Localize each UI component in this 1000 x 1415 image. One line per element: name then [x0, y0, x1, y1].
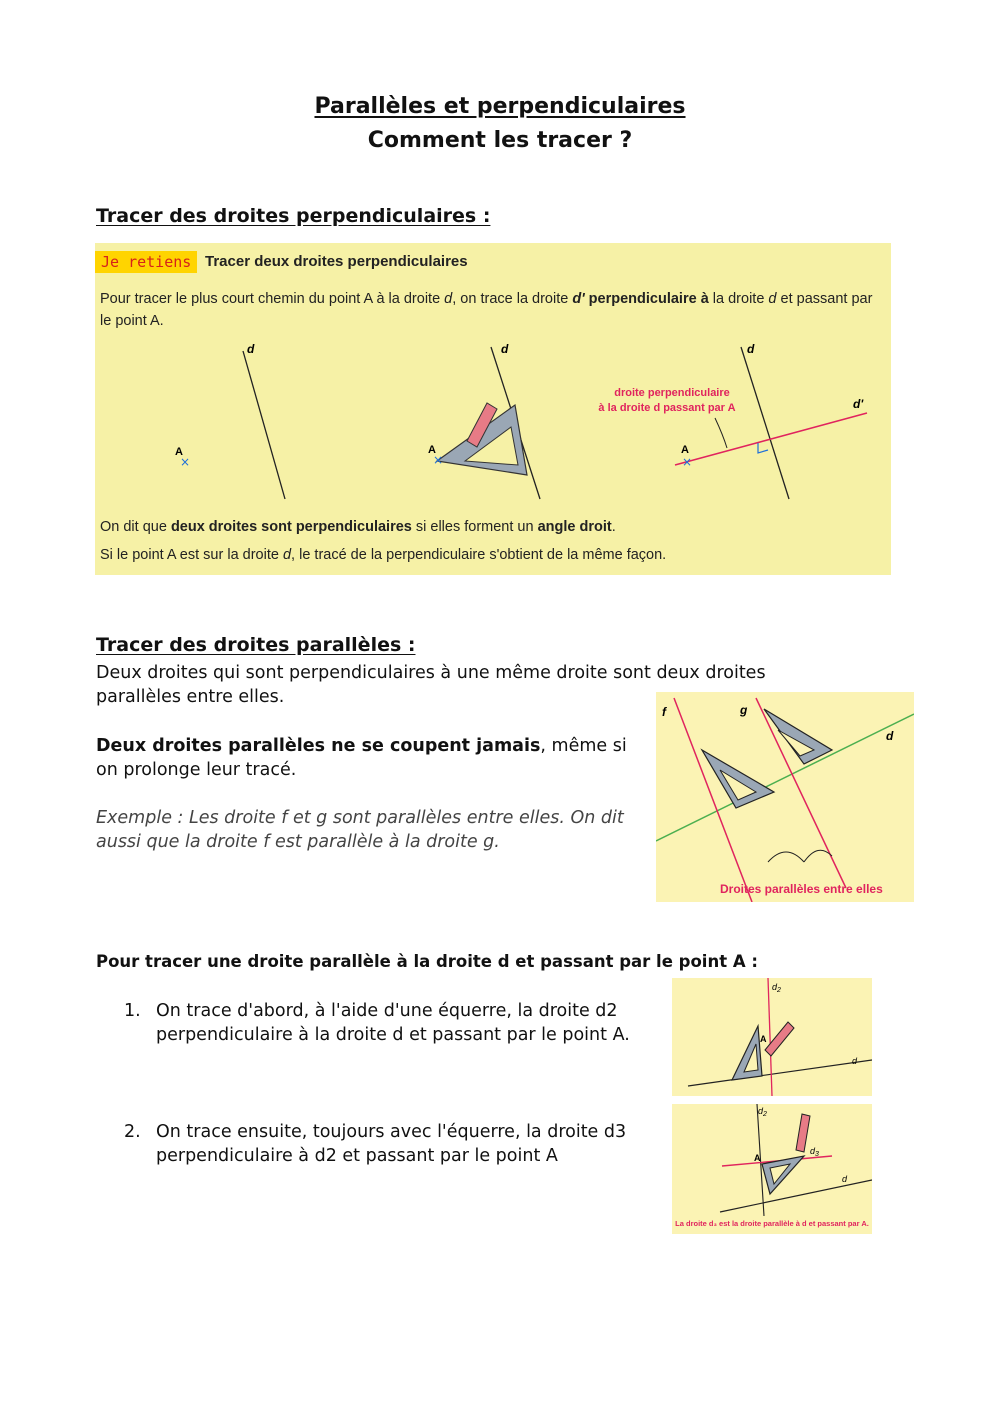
label-A-fig1: A	[175, 446, 183, 458]
box-intro: Pour tracer le plus court chemin du point A à la droite d, on trace la droite d' perpendiculaire à la droite d et passant par le point A.	[100, 291, 873, 329]
line-d	[720, 1180, 872, 1212]
arrow-right	[804, 850, 832, 862]
label-d-fig2: d	[501, 342, 509, 356]
je-retiens-box	[95, 243, 891, 575]
parallel-lines-figure	[656, 692, 914, 902]
step-1-text: On trace d'abord, à l'aide d'une équerre, la droite d2 perpendiculaire à la droite d et passant par le point A.	[156, 1001, 630, 1045]
annotation-arrow	[715, 418, 727, 448]
point-A-cross-fig3: ×	[682, 455, 693, 469]
line-d	[688, 1060, 872, 1086]
label-A: A	[760, 1034, 767, 1044]
pencil-icon	[796, 1114, 810, 1152]
page-title: Parallèles et perpendiculaires	[314, 94, 686, 119]
label-d2: $d_2$	[758, 1106, 767, 1118]
annotation-line2: à la droite d passant par A	[598, 402, 736, 414]
step-1-figure	[672, 978, 872, 1096]
arrow-left	[768, 852, 804, 862]
line-d-fig1	[243, 351, 285, 499]
label-A: A	[754, 1153, 761, 1163]
point-A-cross-fig1: ×	[180, 455, 191, 469]
step-1-number: 1.	[124, 1001, 141, 1021]
annotation-line1: droite perpendiculaire	[614, 387, 730, 399]
label-dprime: d'	[853, 397, 864, 411]
box-title: Tracer deux droites perpendiculaires	[205, 253, 468, 270]
line-d-fig3	[741, 347, 789, 499]
line-dprime	[675, 413, 867, 465]
figure-caption: Droites parallèles entre elles	[720, 882, 883, 896]
procedure-heading: Pour tracer une droite parallèle à la droite d et passant par le point A :	[96, 952, 758, 971]
label-A-fig2: A	[428, 444, 436, 456]
section-heading-paralleles: Tracer des droites parallèles :	[96, 634, 416, 656]
step-2-text: On trace ensuite, toujours avec l'équerre, la droite d3 perpendiculaire à d2 et passant par le point A	[156, 1122, 627, 1166]
label-d: d	[852, 1056, 858, 1066]
right-angle-mark	[758, 443, 768, 453]
label-A-fig3: A	[681, 444, 689, 456]
label-g: g	[740, 703, 748, 717]
section-heading-perpendiculaires: Tracer des droites perpendiculaires :	[96, 205, 491, 227]
parallel-definition: Deux droites qui sont perpendiculaires à une même droite sont deux droites parallèles entre elles.	[96, 663, 766, 707]
label-d-fig1: d	[247, 342, 255, 356]
figure-caption: La droite d₃ est la droite parallèle à d et passant par A.	[675, 1219, 869, 1228]
step-2-number: 2.	[124, 1122, 141, 1142]
je-retiens-tag: Je retiens	[95, 251, 197, 273]
point-A-cross-fig2: ×	[433, 453, 444, 467]
parallel-property: Deux droites parallèles ne se coupent jamais, même si on prolonge leur tracé.	[96, 736, 627, 780]
label-f: f	[662, 705, 666, 719]
box-note: Si le point A est sur la droite d, le tracé de la perpendiculaire s'obtient de la même façon.	[100, 547, 667, 563]
label-d-fig3: d	[747, 342, 755, 356]
label-d: d	[886, 729, 894, 743]
parallel-example: Exemple : Les droite f et g sont parallèles entre elles. On dit aussi que la droite f est parallèle à la droite g.	[96, 808, 624, 852]
label-d3: $d_3$	[810, 1146, 819, 1158]
page-subtitle: Comment les tracer ?	[367, 128, 633, 153]
line-d2	[768, 978, 772, 1096]
label-d: d	[842, 1174, 848, 1184]
label-d2: $d_2$	[772, 982, 781, 994]
step-2-figure	[672, 1104, 872, 1234]
box-definition: On dit que deux droites sont perpendiculaires si elles forment un angle droit.	[100, 519, 616, 535]
